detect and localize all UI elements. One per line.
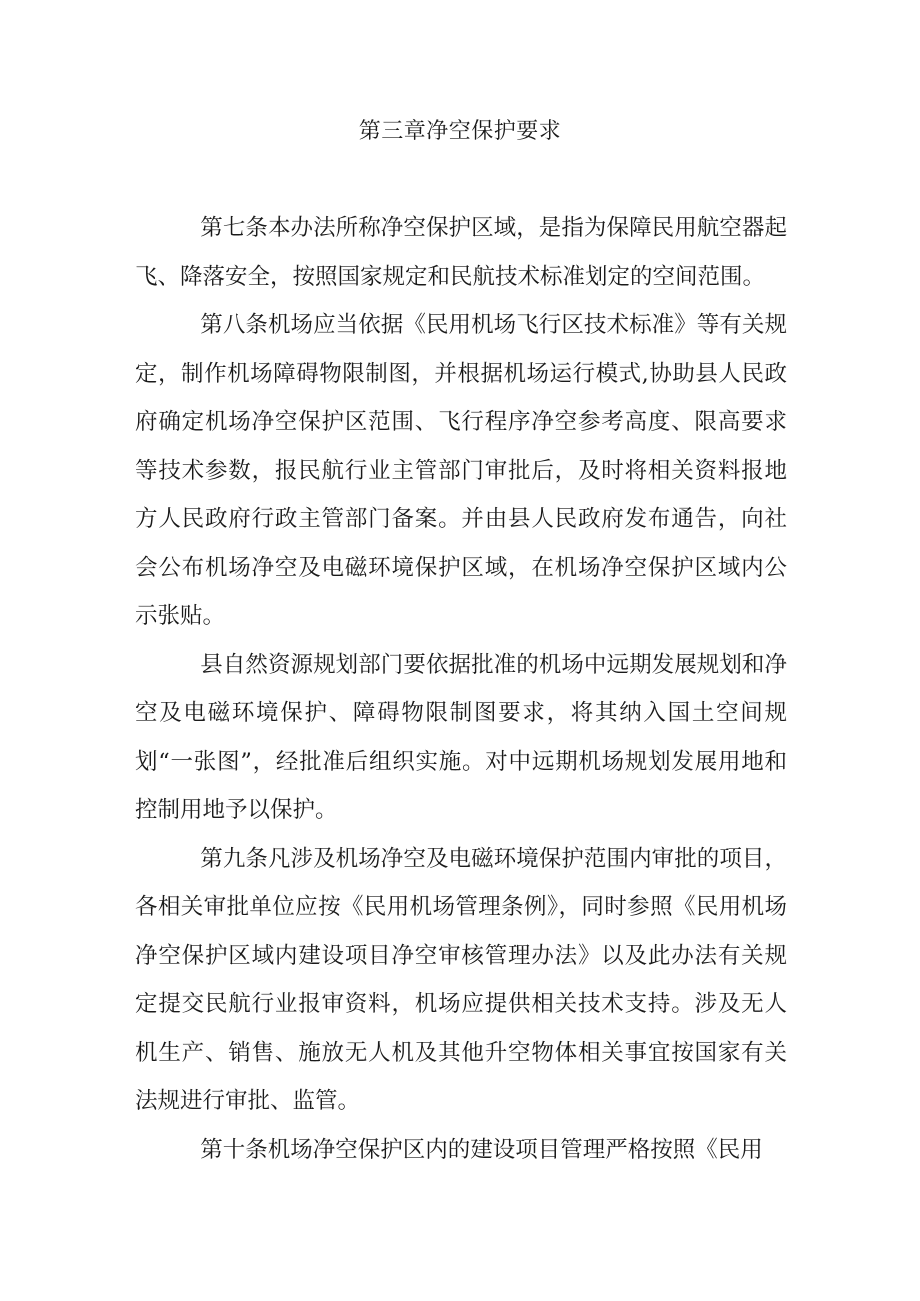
paragraph-article-10: 第十条机场净空保护区内的建设项目管理严格按照《民用: [200, 1136, 763, 1163]
paragraph-article-7: 第七条本办法所称净空保护区域，是指为保障民用航空器起飞、降落安全，按照国家规定和民航技术标准划定的空间范围。: [135, 215, 787, 290]
paragraph-article-8: 第八条机场应当依据《民用机场飞行区技术标准》等有关规定，制作机场障碍物限制图，并根据机场运行模式,协助县人民政府确定机场净空保护区范围、飞行程序净空参考高度、限高要求等技术参数，报民航行业主管部门审批后，及时将相关资料报地方人民政府行政主管部门备案。并由县人民政府发布通告，向社会公布机场净空及电磁环境保护区域，在机场净空保护区域内公示张贴。: [135, 312, 787, 629]
paragraph-article-9: 第九条凡涉及机场净空及电磁环境保护范围内审批的项目，各相关审批单位应按《民用机场管理条例》，同时参照《民用机场净空保护区域内建设项目净空审核管理办法》以及此办法有关规定提交民航行业报审资料，机场应提供相关技术支持。涉及无人机生产、销售、施放无人机及其他升空物体相关事宜按国家有关法规进行审批、监管。: [135, 845, 787, 1114]
paragraph-planning-department: 县自然资源规划部门要依据批准的机场中远期发展规划和净空及电磁环境保护、障碍物限制图要求，将其纳入国土空间规划“一张图”，经批准后组织实施。对中远期机场规划发展用地和控制用地予以保护。: [135, 651, 787, 823]
document-body: [135, 204, 787, 1174]
chapter-title: 第三章净空保护要求: [358, 119, 562, 144]
